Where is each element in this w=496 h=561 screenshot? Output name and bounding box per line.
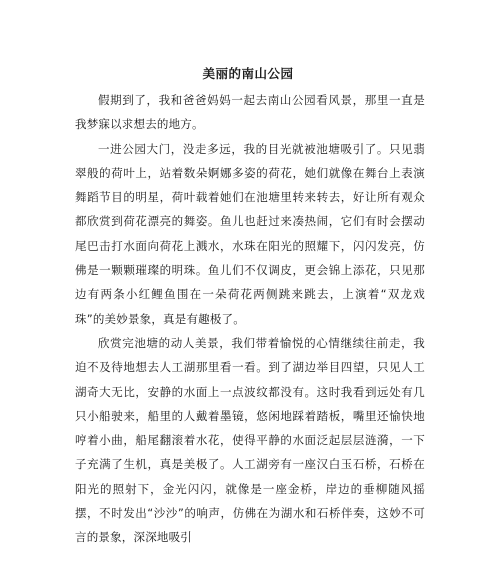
article-body xyxy=(75,88,425,550)
paragraph-lake: 欣赏完池塘的动人美景，我们带着愉悦的心情继续往前走，我迫不及待地想去人工湖那里看一看。到了湖边举目四望，只见人工湖奇大无比，安静的水面上一点波纹都没有。这时我看到远处有几只小船驶来，船里的人戴着墨镜，悠闲地踩着踏板，嘴里还愉快地哼着小曲，船尾翻滚着水花，使得平静的水面泛起层层涟漪，一下子充满了生机，真是美极了。人工湖旁有一座汉白玉石桥，石桥在阳光的照射下，金光闪闪，就像是一座金桥，岸边的垂柳随风摇摆，不时发出“沙沙”的响声，仿佛在为湖水和石桥伴奏，这妙不可言的景象，深深地吸引 xyxy=(75,335,425,545)
paragraph-pond: 一进公园大门，没走多远，我的目光就被池塘吸引了。只见翡翠般的荷叶上，站着数朵婀娜多姿的荷花，她们就像在舞台上表演舞蹈节目的明星，荷叶载着她们在池塘里转来转去，好让所有观众都欣赏到荷花漂亮的舞姿。鱼儿也赶过来凑热闹，它们有时会摆动尾巴击打水面向荷花上溅水，水珠在阳光的照耀下，闪闪发亮，仿佛是一颗颗璀璨的明珠。鱼儿们不仅调皮，更会锦上添花，只见那边有两条小红鲤鱼围在一朵荷花两侧跳来跳去，上演着“双龙戏珠”的美妙景象，真是有趣极了。 xyxy=(75,141,425,326)
paragraph-intro: 假期到了，我和爸爸妈妈一起去南山公园看风景，那里一直是我梦寐以求想去的地方。 xyxy=(75,93,425,132)
article-title: 美丽的南山公园 xyxy=(202,66,294,81)
